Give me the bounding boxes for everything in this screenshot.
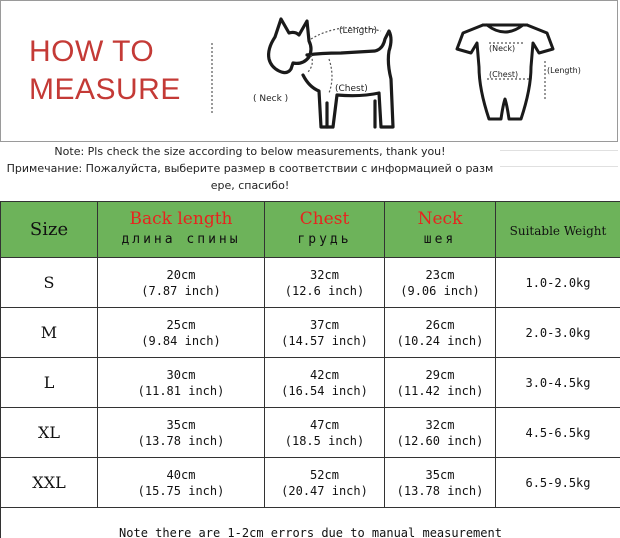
dog-neck-label: ( Neck ): [253, 94, 289, 104]
header-back-length-en: Back length: [129, 208, 233, 229]
back-length-cell: 40cm (15.75 inch): [98, 458, 265, 508]
chest-cell: 52cm (20.47 inch): [265, 458, 385, 508]
neck-cell: 29cm (11.42 inch): [385, 358, 496, 408]
note-english: Note: Pls check the size according to below measurements, thank you!: [54, 145, 446, 158]
weight-cell: 1.0-2.0kg: [496, 258, 620, 308]
note-russian-2: ере, спасибо!: [210, 179, 290, 192]
chest-cell: 42cm (16.54 inch): [265, 358, 385, 408]
table-footer-row: [1, 508, 620, 538]
weight-cell: 6.5-9.5kg: [496, 458, 620, 508]
dog-length-label: (Length): [339, 26, 378, 36]
size-chart-table: [0, 201, 620, 538]
title-line-2: MEASURE: [29, 73, 181, 106]
dog-chest-label: (Chest): [335, 84, 368, 94]
table-header-row: [1, 202, 620, 258]
table-row: [1, 358, 620, 408]
table-row: [1, 458, 620, 508]
header-back-length-ru: длина спины: [121, 231, 241, 247]
header-neck-ru: шея: [423, 231, 457, 247]
chest-cell: 32cm (12.6 inch): [265, 258, 385, 308]
dog-coat-icon: [449, 9, 589, 134]
header-weight: Suitable Weight: [496, 202, 620, 258]
size-cell: L: [1, 358, 98, 408]
dog-measure-icon: [241, 9, 411, 134]
measurement-notes: [0, 143, 500, 194]
back-length-cell: 20cm (7.87 inch): [98, 258, 265, 308]
neck-cell: 26cm (10.24 inch): [385, 308, 496, 358]
header-back-length: [98, 202, 265, 258]
how-to-measure-title: [29, 33, 179, 109]
table-row: [1, 258, 620, 308]
note-russian-1: Примечание: Пожалуйста, выберите размер в соответствии с информацией о разм: [6, 162, 494, 175]
coat-neck-label: (Neck): [489, 44, 516, 53]
back-length-cell: 25cm (9.84 inch): [98, 308, 265, 358]
weight-cell: 2.0-3.0kg: [496, 308, 620, 358]
size-cell: S: [1, 258, 98, 308]
header-neck: [385, 202, 496, 258]
header-chest-en: Chest: [299, 208, 350, 229]
coat-chest-label: (Chest): [489, 70, 519, 79]
header-size: Size: [1, 202, 98, 258]
neck-cell: 32cm (12.60 inch): [385, 408, 496, 458]
table-row: [1, 308, 620, 358]
size-cell: XL: [1, 408, 98, 458]
back-length-cell: 30cm (11.81 inch): [98, 358, 265, 408]
back-length-cell: 35cm (13.78 inch): [98, 408, 265, 458]
title-line-1: HOW TO: [29, 35, 155, 68]
size-cell: M: [1, 308, 98, 358]
error-note: Note there are 1-2cm errors due to manual measurement: [1, 508, 620, 538]
coat-length-label: (Length): [547, 66, 581, 75]
header-chest: [265, 202, 385, 258]
how-to-measure-banner: [0, 0, 618, 142]
chest-cell: 47cm (18.5 inch): [265, 408, 385, 458]
divider: [211, 43, 213, 113]
header-neck-en: Neck: [417, 208, 463, 229]
neck-cell: 23cm (9.06 inch): [385, 258, 496, 308]
weight-cell: 4.5-6.5kg: [496, 408, 620, 458]
header-chest-ru: грудь: [297, 231, 352, 247]
table-row: [1, 408, 620, 458]
size-cell: XXL: [1, 458, 98, 508]
note-rule-2: [500, 166, 618, 167]
note-rule-1: [500, 150, 618, 151]
weight-cell: 3.0-4.5kg: [496, 358, 620, 408]
neck-cell: 35cm (13.78 inch): [385, 458, 496, 508]
chest-cell: 37cm (14.57 inch): [265, 308, 385, 358]
